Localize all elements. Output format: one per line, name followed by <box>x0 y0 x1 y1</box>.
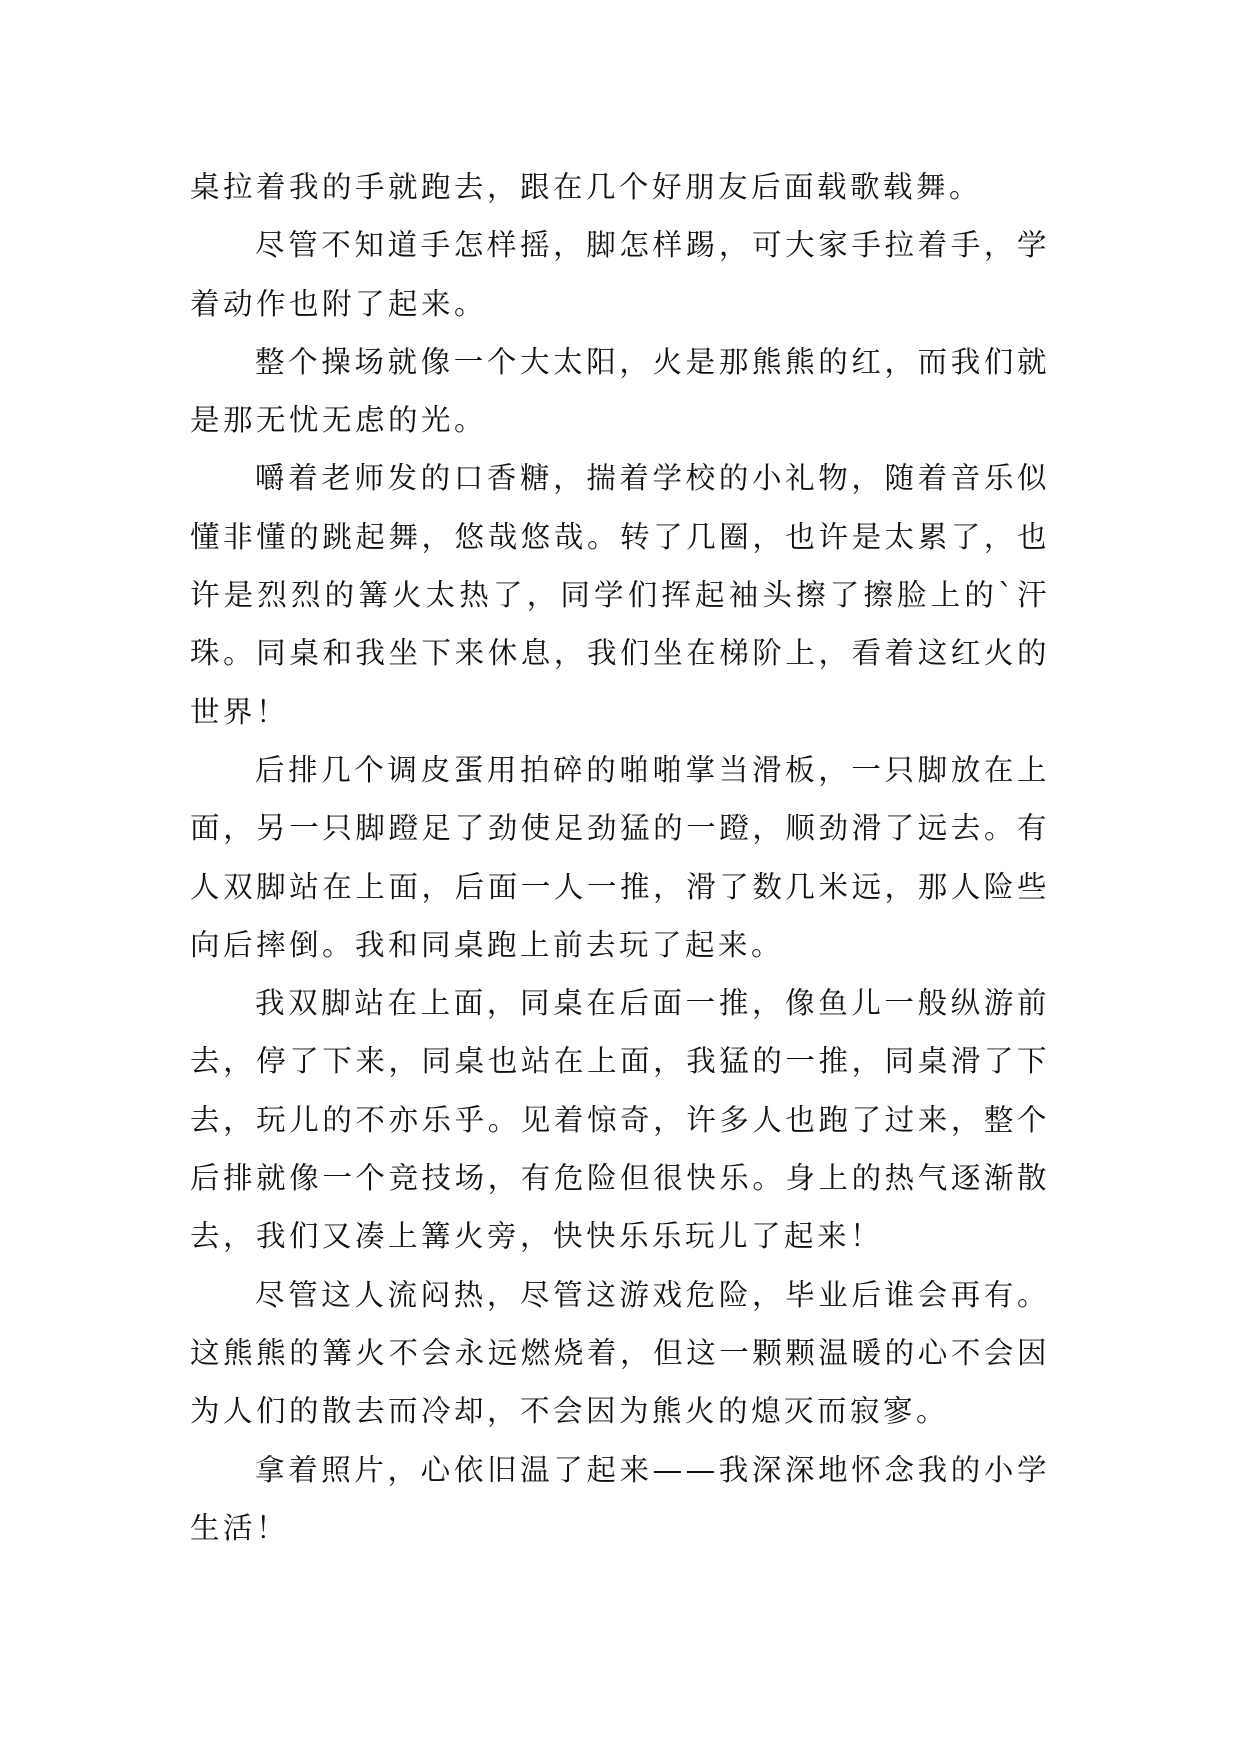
paragraph-4: 嚼着老师发的口香糖，揣着学校的小礼物，随着音乐似懂非懂的跳起舞，悠哉悠哉。转了几圈，也许是太累了，也许是烈烈的篝火太热了，同学们挥起袖头擦了擦脸上的`汗珠。同桌和我坐下来休息，我们坐在梯阶上，看着这红火的世界！ <box>190 461 1050 729</box>
paragraph-5: 后排几个调皮蛋用拍碎的啪啪掌当滑板，一只脚放在上面，另一只脚蹬足了劲使足劲猛的一蹬，顺劲滑了远去。有人双脚站在上面，后面一人一推，滑了数几米远，那人险些向后摔倒。我和同桌跑上前去玩了起来。 <box>190 752 1050 962</box>
paragraph-8: 拿着照片，心依旧温了起来——我深深地怀念我的小学生活！ <box>190 1452 1050 1545</box>
paragraph-7: 尽管这人流闷热，尽管这游戏危险，毕业后谁会再有。这熊熊的篝火不会永远燃烧着，但这一颗颗温暖的心不会因为人们的散去而冷却，不会因为熊火的熄灭而寂寥。 <box>190 1277 1050 1429</box>
paragraph-3: 整个操场就像一个大太阳，火是那熊熊的红，而我们就是那无忧无虑的光。 <box>190 344 1050 438</box>
paragraph-6: 我双脚站在上面，同桌在后面一推，像鱼儿一般纵游前去，停了下来，同桌也站在上面，我猛的一推，同桌滑了下去，玩儿的不亦乐乎。见着惊奇，许多人也跑了过来，整个后排就像一个竞技场，有危险但很快乐。身上的热气逐渐散去，我们又凑上篝火旁，快快乐乐玩儿了起来！ <box>190 986 1050 1254</box>
paragraph-1: 桌拉着我的手就跑去，跟在几个好朋友后面载歌载舞。 <box>190 170 983 204</box>
paragraph-2: 尽管不知道手怎样摇，脚怎样踢，可大家手拉着手，学着动作也附了起来。 <box>190 228 1050 321</box>
body-text <box>190 158 1050 1557</box>
